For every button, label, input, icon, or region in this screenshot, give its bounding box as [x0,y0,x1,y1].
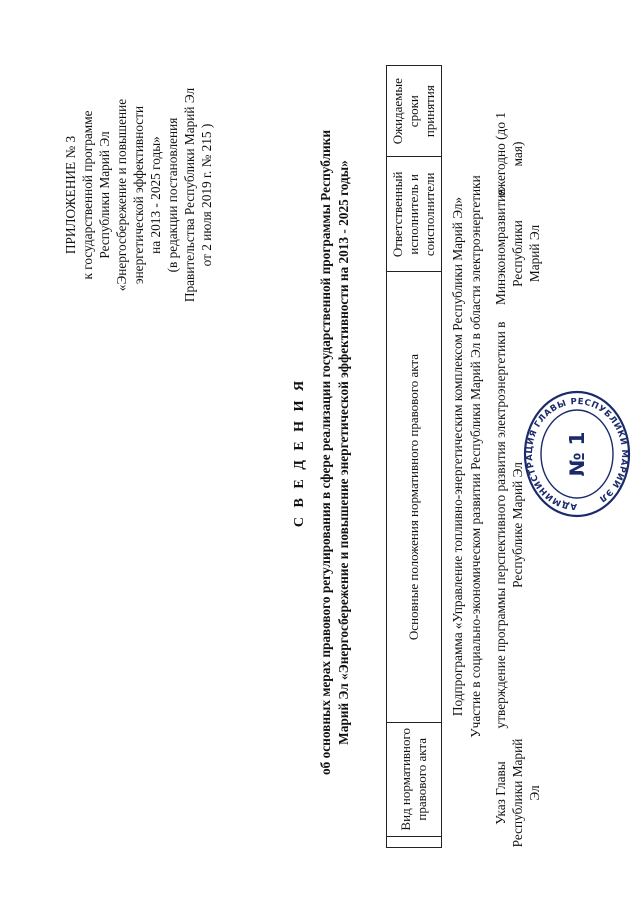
appendix-line: (в редакции постановления [165,117,180,273]
row-provisions: утверждение программы перспективного развития электроэнергетики в Республике Марий Эл [493,321,525,729]
appendix-line: на 2013 - 2025 годы» [148,136,163,254]
row-responsible: Минэкономразвития Республики Марий Эл [493,188,542,305]
row-deadline: ежегодно (до 1 мая) [493,112,525,196]
appendix-line: к государственной программе [80,110,95,280]
subprogram-heading: Подпрограмма «Управление топливно-энергетическим комплексом Республики Марий Эл» [450,196,465,717]
appendix-line: ПРИЛОЖЕНИЕ № 3 [63,135,78,255]
measures-table-header [386,65,442,848]
seal-number: № 1 [565,431,589,477]
column-header-deadline: Ожидаемые сроки принятия [387,66,442,157]
appendix-block [62,45,215,345]
appendix-line: Республики Марий Эл [97,131,112,259]
row-act-type: Указ Главы Республики Марий Эл [493,738,542,848]
document-subtitle: Марий Эл «Энергосбережение и повышение энергетической эффективности на 2013 - 2025 годы» [336,160,351,745]
seal-ring-text: АДМИНИСТРАЦИЯ ГЛАВЫ РЕСПУБЛИКИ МАРИЙ ЭЛ [524,396,630,512]
appendix-line: от 2 июля 2019 г. № 215 ) [199,123,214,267]
section-heading: Участие в социально-экономическом развитии Республики Марий Эл в области электроэнергетики [468,175,483,738]
appendix-line: энергетической эффективности [131,105,146,285]
official-seal-stamp [522,388,632,520]
document-subtitle: об основных мерах правового регулирования в сфере реализации государственной программы Республики [318,130,333,775]
document-title: С В Е Д Е Н И Я [292,377,307,528]
table-margin-cell [387,836,442,847]
column-header-responsible: Ответственный исполнитель и соисполнители [387,157,442,272]
appendix-line: Правительства Республики Марий Эл [182,87,197,303]
appendix-line: «Энергосбережение и повышение [114,98,129,292]
column-header-act-type: Вид нормативного правового акта [387,722,442,836]
column-header-provisions: Основные положения нормативного правового акта [387,272,442,723]
